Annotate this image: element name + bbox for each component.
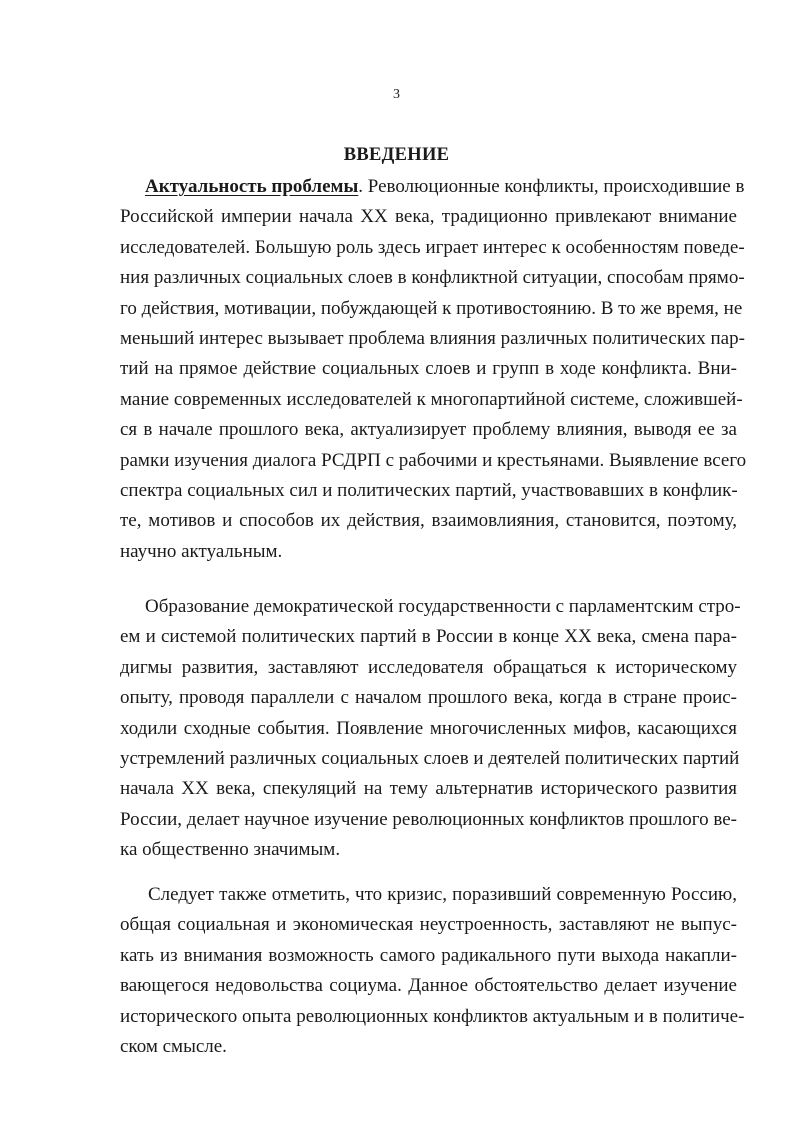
text-line: го действия, мотивации, побуждающей к противостоянию. В то же время, не <box>120 297 743 319</box>
text-line: спектра социальных сил и политических партий, участвовавших в конфлик- <box>120 479 738 501</box>
text-line: Российской империи начала XX века, традиционно привлекают внимание <box>120 206 737 228</box>
text-line: России, делает научное изучение революционных конфликтов прошлого ве- <box>120 808 737 830</box>
lead-term: Актуальность проблемы <box>145 176 359 197</box>
text-line: меньший интерес вызывает проблема влияния различных политических пар- <box>120 327 745 349</box>
text-line: дигмы развития, заставляют исследователя обращаться к историческому <box>120 656 737 678</box>
text-line: вающегося недовольства социума. Данное обстоятельство делает изучение <box>120 975 737 997</box>
text-line: исторического опыта революционных конфликтов актуальным и в политиче- <box>120 1005 745 1027</box>
paragraph-relevance <box>120 172 747 567</box>
text-line: ка общественно значимым. <box>120 839 341 861</box>
section-heading: ВВЕДЕНИЕ <box>343 145 450 165</box>
text-line: Образование демократической государственности с парламентским стро- <box>145 596 741 617</box>
text-line: научно актуальным. <box>120 540 283 562</box>
text-line: исследователей. Большую роль здесь играет интерес к особенностям поведе- <box>120 236 745 258</box>
text-line: ском смысле. <box>120 1035 227 1057</box>
text-line: кать из внимания возможность самого радикального пути выхода накапли- <box>120 944 737 966</box>
text-line: тий на прямое действие социальных слоев и групп в ходе конфликта. Вни- <box>120 358 737 380</box>
text-line: устремлений различных социальных слоев и деятелей политических партий <box>120 747 740 769</box>
text-line: рамки изучения диалога РСДРП с рабочими и крестьянами. Выявление всего <box>120 449 747 471</box>
text-line: мание современных исследователей к многопартийной системе, сложившей- <box>120 388 743 410</box>
text-line: ем и системой политических партий в России в конце XX века, смена пара- <box>120 626 737 648</box>
text-line: начала XX века, спекуляций на тему альтернатив исторического развития <box>120 778 737 800</box>
text-line: ся в начале прошлого века, актуализирует проблему влияния, выводя ее за <box>120 419 737 441</box>
text-line: опыту, проводя параллели с началом прошлого века, когда в стране проис- <box>120 687 737 709</box>
text-line: ния различных социальных слоев в конфликтной ситуации, способам прямо- <box>120 267 745 289</box>
text-line: те, мотивов и способов их действия, взаимовлияния, становится, поэтому, <box>120 510 737 532</box>
page-number: 3 <box>393 87 400 102</box>
paragraph-democracy <box>120 592 741 866</box>
text-line: ходили сходные события. Появление многочисленных мифов, касающихся <box>120 717 737 739</box>
text-line: общая социальная и экономическая неустроенность, заставляют не выпус- <box>120 914 737 936</box>
text-line: Актуальность проблемы. Революционные конфликты, происходившие в <box>145 176 745 197</box>
paragraph-crisis <box>120 880 745 1062</box>
text-line: Следует также отметить, что кризис, поразивший современную Россию, <box>148 884 737 905</box>
